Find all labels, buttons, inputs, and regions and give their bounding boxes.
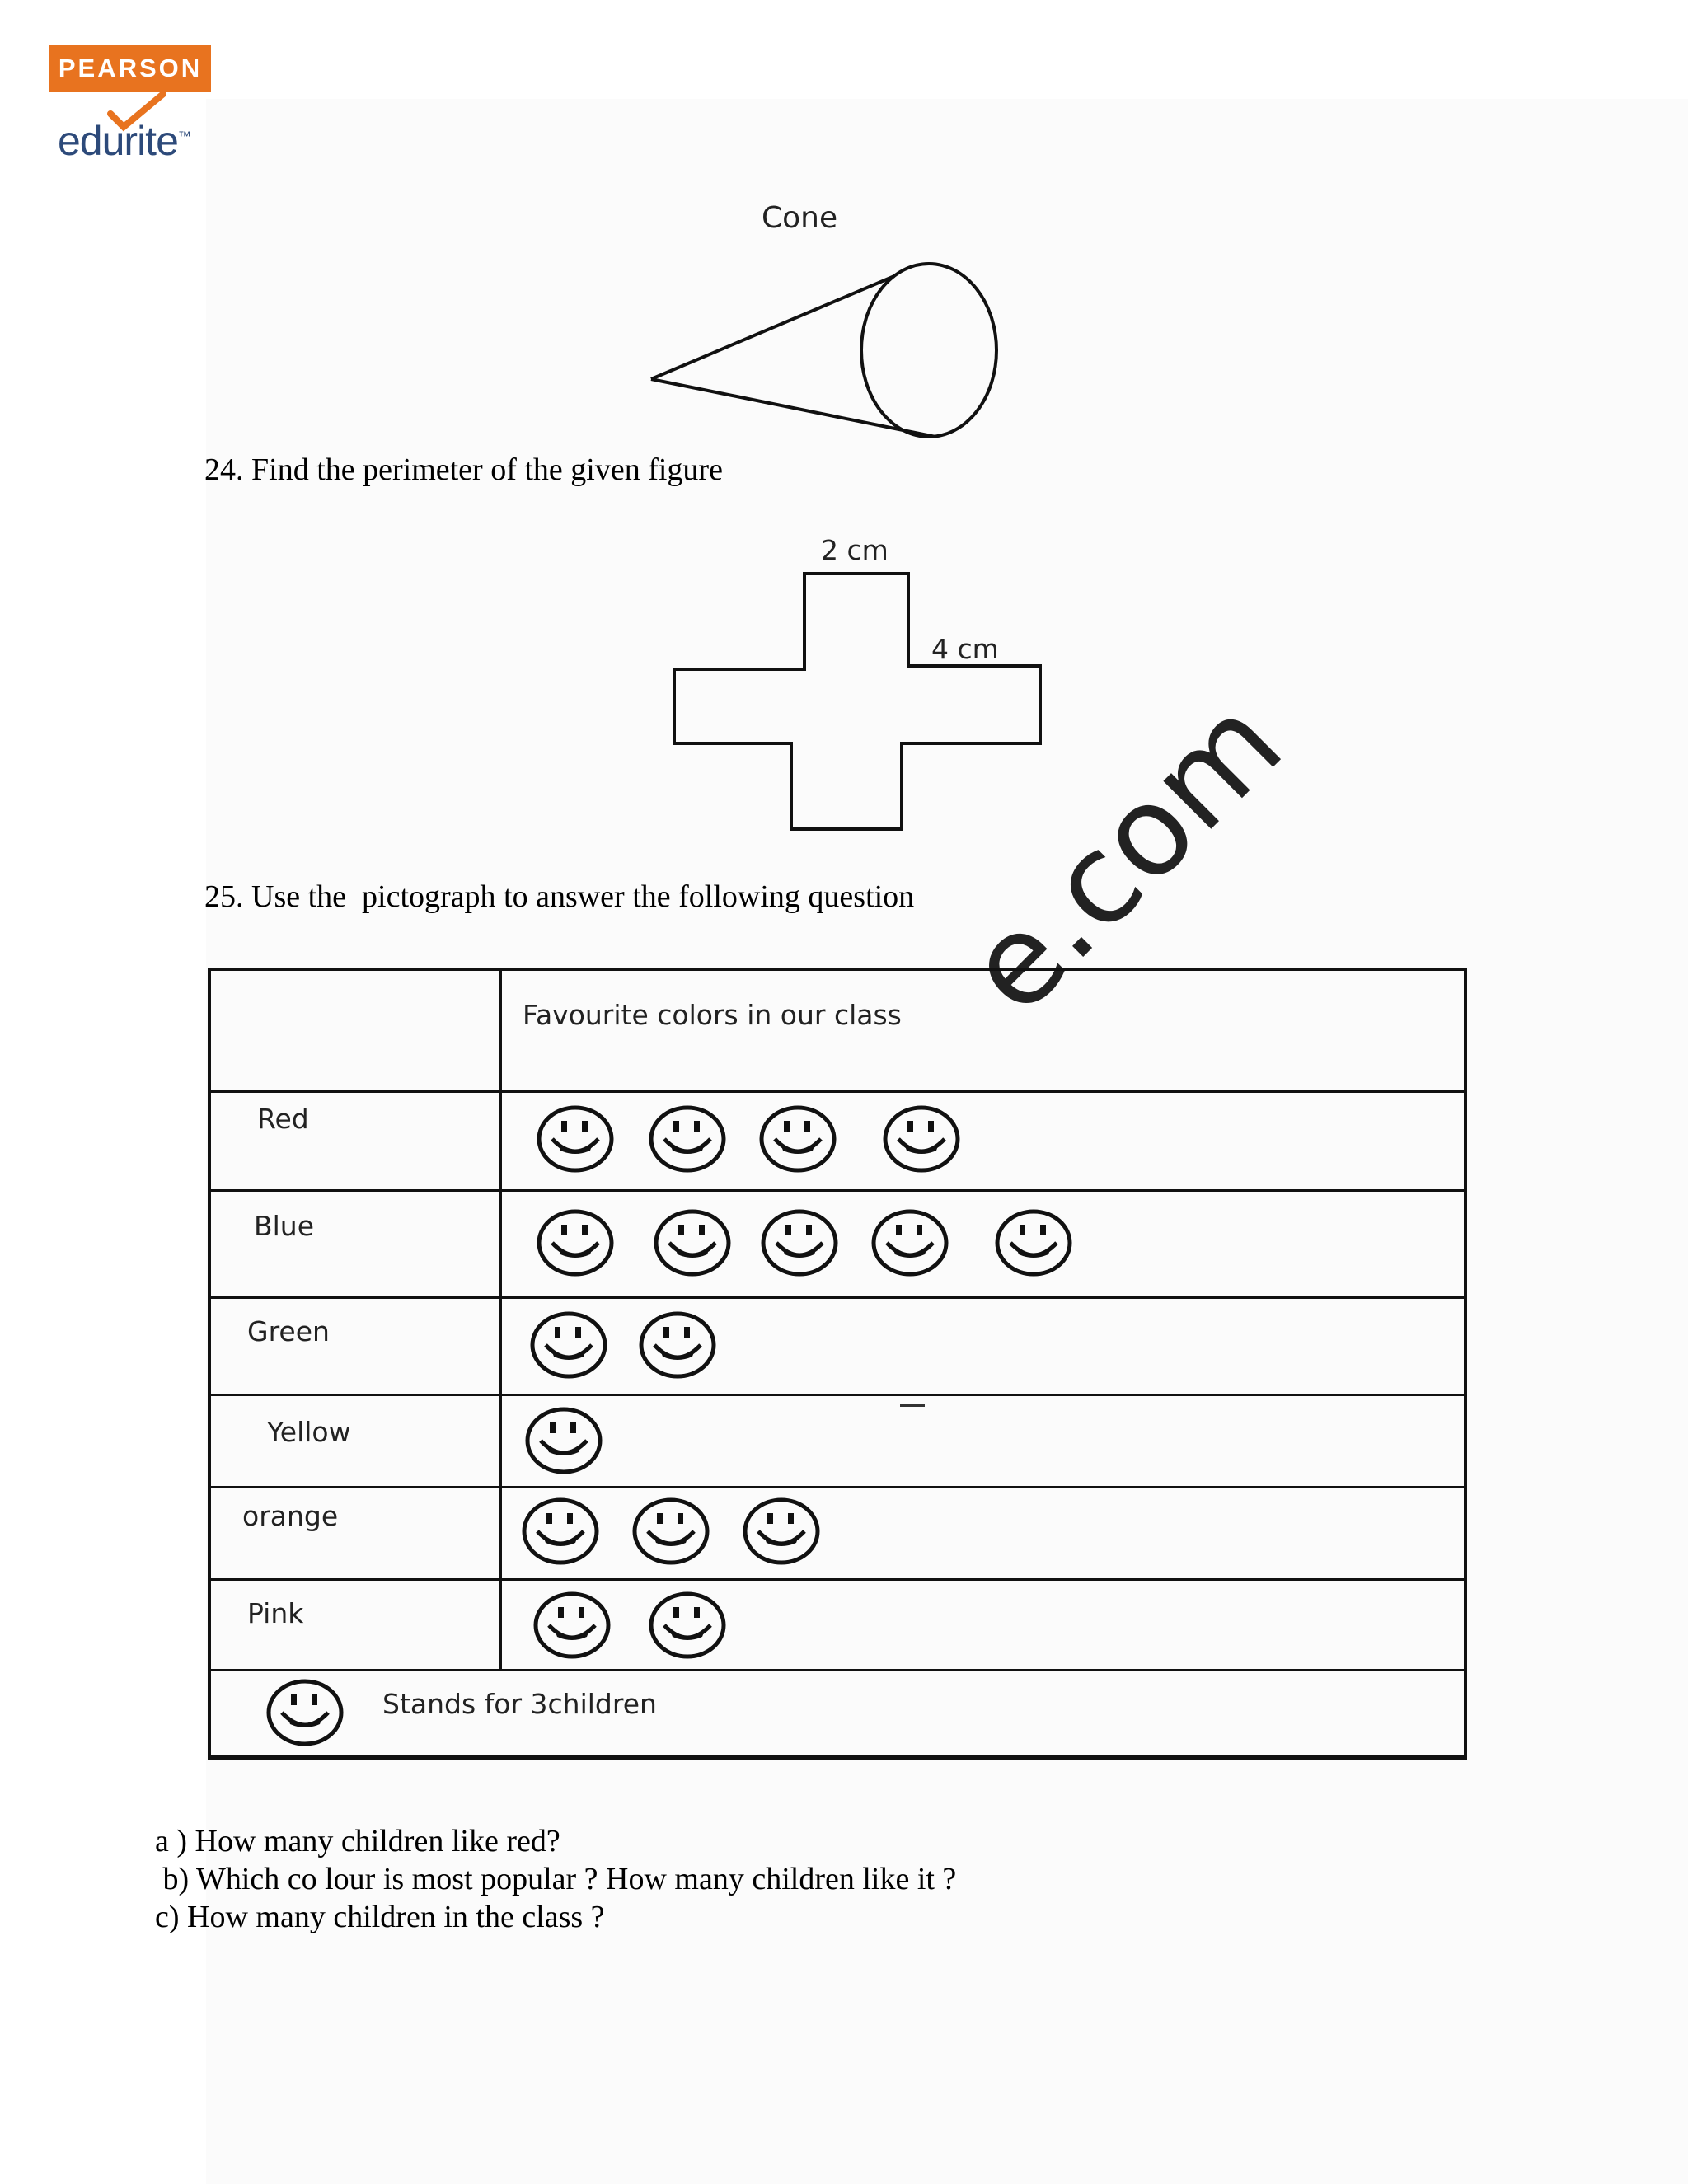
- pictograph-row-pink: [211, 1581, 1464, 1671]
- smiley-icon: [653, 1208, 732, 1277]
- pictograph-table: [208, 968, 1467, 1760]
- smiley-icon: [524, 1406, 603, 1475]
- smiley-icon: [536, 1104, 615, 1174]
- sub-question-b: b) Which co lour is most popular ? How many children like it ?: [155, 1862, 957, 1896]
- row-label: Green: [247, 1315, 330, 1347]
- cone-label: Cone: [762, 201, 838, 235]
- smiley-icon: [882, 1104, 961, 1174]
- sub-question-c: c) How many children in the class ?: [155, 1900, 605, 1934]
- watermark: [907, 671, 1310, 1042]
- smiley-icon: [529, 1310, 608, 1380]
- question-24-text: 24. Find the perimeter of the given figure: [204, 452, 723, 487]
- pictograph-title: Favourite colors in our class: [523, 999, 902, 1031]
- smiley-icon: [521, 1497, 600, 1566]
- pictograph-row-red: [211, 1093, 1464, 1192]
- row-label: Red: [257, 1103, 309, 1135]
- row-label: Pink: [247, 1597, 304, 1629]
- pearson-logo-text: PEARSON: [58, 54, 203, 82]
- smiley-icon: [870, 1208, 950, 1277]
- smiley-icon: [536, 1208, 615, 1277]
- smiley-icon: [994, 1208, 1073, 1277]
- cross-top-dimension-label: 2 cm: [821, 534, 889, 566]
- smiley-icon: [648, 1591, 727, 1660]
- cross-side-dimension-label: 4 cm: [931, 633, 999, 665]
- pictograph-row-orange: [211, 1488, 1464, 1581]
- smiley-key-icon: [265, 1678, 345, 1747]
- pictograph-row-blue: [211, 1192, 1464, 1299]
- pictograph-row-green: [211, 1299, 1464, 1396]
- row-label: orange: [242, 1500, 339, 1532]
- column-divider: [499, 971, 502, 1671]
- smiley-icon: [742, 1497, 821, 1566]
- pictograph-row-yellow: [211, 1396, 1464, 1488]
- smiley-icon: [760, 1208, 839, 1277]
- pictograph-key-text: Stands for 3children: [382, 1688, 657, 1720]
- smiley-icon: [758, 1104, 837, 1174]
- watermark-text: e.com: [940, 671, 1310, 1042]
- sub-question-a: a ) How many children like red?: [155, 1824, 560, 1858]
- edurite-logo-text: edurite: [58, 118, 178, 164]
- pictograph-header-row: [211, 971, 1464, 1093]
- edurite-logo: edurite™: [58, 118, 190, 164]
- pictograph-key-row: [211, 1671, 1464, 1757]
- smiley-icon: [631, 1497, 710, 1566]
- smiley-icon: [532, 1591, 612, 1660]
- smiley-icon: [638, 1310, 717, 1380]
- stray-mark: [900, 1404, 925, 1407]
- smiley-icon: [648, 1104, 727, 1174]
- row-label: Blue: [254, 1210, 315, 1242]
- question-25-text: 25. Use the pictograph to answer the following question: [204, 879, 915, 914]
- pearson-logo: [49, 45, 211, 92]
- row-label: Yellow: [267, 1416, 351, 1448]
